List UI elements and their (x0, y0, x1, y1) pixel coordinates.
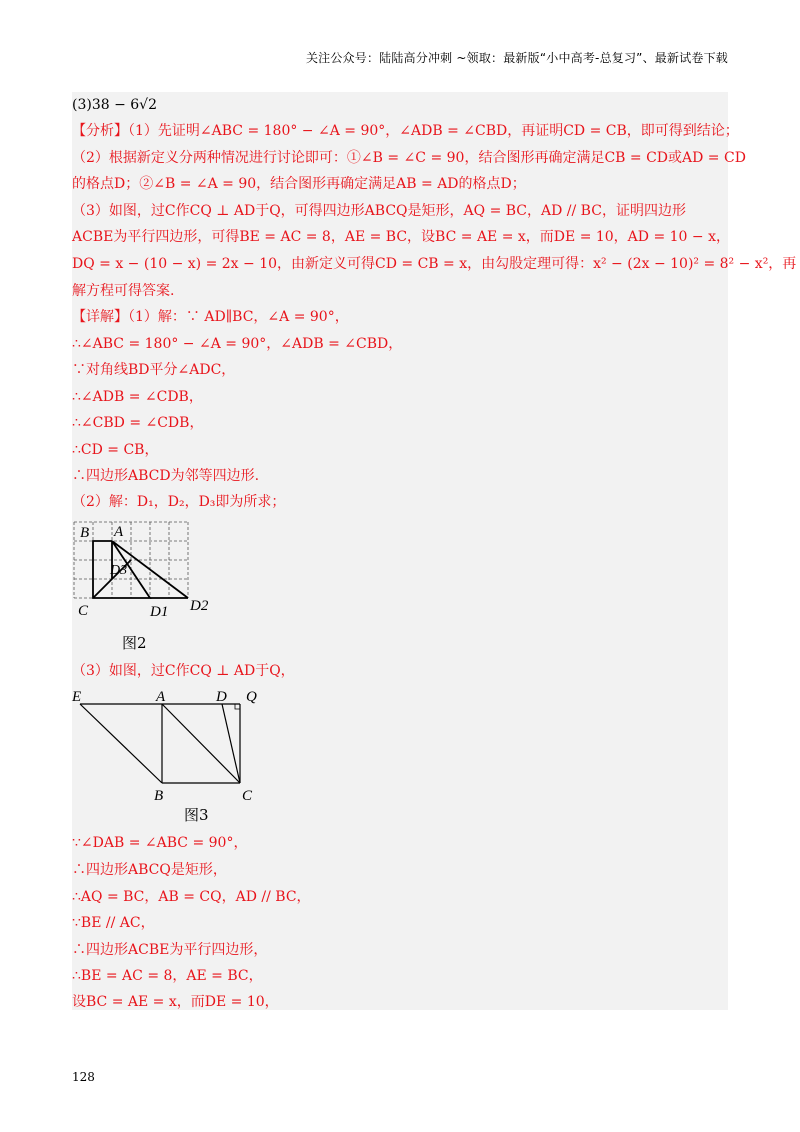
detail-line-16: 设BC = AE = x，而DE = 10， (72, 994, 279, 1010)
detail-text-1: （1）解：∵ AD∥BC，∠A = 90°， (128, 309, 349, 325)
detail-tag: 【详解】 (72, 309, 128, 325)
analysis-line-4: （3）如图，过C作CQ ⊥ AD于Q，可得四边形ABCQ是矩形，AQ = BC，AD // BC，证明四边形 (72, 203, 686, 219)
figure-2-shapes (93, 541, 188, 598)
figure-2 (72, 520, 209, 650)
detail-line-5: ∴∠CBD = ∠CDB， (72, 415, 204, 431)
analysis-tag: 【分析】 (72, 123, 128, 139)
analysis-line-1 (72, 122, 739, 140)
label-B: B (154, 788, 164, 804)
detail-line-7: ∴四边形ABCD为邻等四边形. (72, 468, 260, 484)
analysis-line-6: DQ = x − (10 − x) = 2x − 10，由新定义可得CD = CB = x，由勾股定理可得：x² − (2x − 10)² = 8² − x²，再 (72, 256, 797, 272)
analysis-line-3: 的格点D；②∠B = ∠A = 90，结合图形再确定满足AB = AD的格点D； (72, 176, 526, 192)
label-C: C (242, 788, 253, 804)
page-number: 128 (72, 1070, 95, 1084)
detail-line-13: ∵BE // AC， (72, 915, 155, 931)
figure-2-caption: 图2 (122, 634, 147, 652)
label-Q: Q (246, 689, 257, 705)
label-E: E (72, 689, 82, 705)
label-D1: D1 (150, 604, 169, 620)
detail-line-1 (72, 308, 349, 326)
detail-line-6: ∴CD = CB， (72, 442, 159, 458)
detail-line-3: ∵对角线BD平分∠ADC， (72, 362, 236, 378)
analysis-text-1: （1）先证明∠ABC = 180° − ∠A = 90°，∠ADB = ∠CBD，再证明CD = CB，即可得到结论； (128, 123, 739, 139)
answer-line: (3)38 − 6√2 (72, 97, 158, 113)
label-C: C (78, 603, 89, 619)
page-header: 关注公众号：陆陆高分冲刺 ~领取：最新版“小中高考-总复习”、最新试卷下载 (305, 51, 728, 65)
detail-line-11: ∴四边形ABCQ是矩形， (72, 862, 227, 878)
detail-line-14: ∴四边形ACBE为平行四边形， (72, 942, 268, 958)
content-area (72, 92, 797, 1010)
detail-line-15: ∴BE = AC = 8，AE = BC， (72, 968, 263, 984)
label-D3: D3 (110, 563, 128, 578)
figure-3 (72, 688, 272, 818)
figure-3-shapes (80, 704, 240, 783)
label-D2: D2 (190, 598, 209, 614)
right-angle-mark (235, 704, 240, 709)
analysis-line-7: 解方程可得答案. (72, 283, 175, 299)
label-D: D (216, 689, 227, 705)
analysis-line-5: ACBE为平行四边形，可得BE = AC = 8，AE = BC，设BC = AE = x，而DE = 10，AD = 10 − x， (72, 229, 730, 245)
detail-line-8: （2）解：D₁，D₂，D₃即为所求； (72, 494, 286, 510)
detail-line-4: ∴∠ADB = ∠CDB， (72, 389, 203, 405)
label-B: B (80, 525, 90, 541)
figure-3-caption: 图3 (184, 806, 209, 824)
label-A: A (114, 524, 124, 540)
detail-line-10: ∵∠DAB = ∠ABC = 90°， (72, 835, 248, 851)
detail-line-2: ∴∠ABC = 180° − ∠A = 90°，∠ADB = ∠CBD， (72, 336, 403, 352)
analysis-line-2: （2）根据新定义分两种情况进行讨论即可：①∠B = ∠C = 90，结合图形再确定满足CB = CD或AD = CD (72, 150, 746, 166)
label-A: A (156, 689, 166, 705)
detail-line-12: ∴AQ = BC，AB = CQ，AD // BC， (72, 889, 311, 905)
detail-line-9: （3）如图，过C作CQ ⊥ AD于Q， (72, 663, 295, 679)
